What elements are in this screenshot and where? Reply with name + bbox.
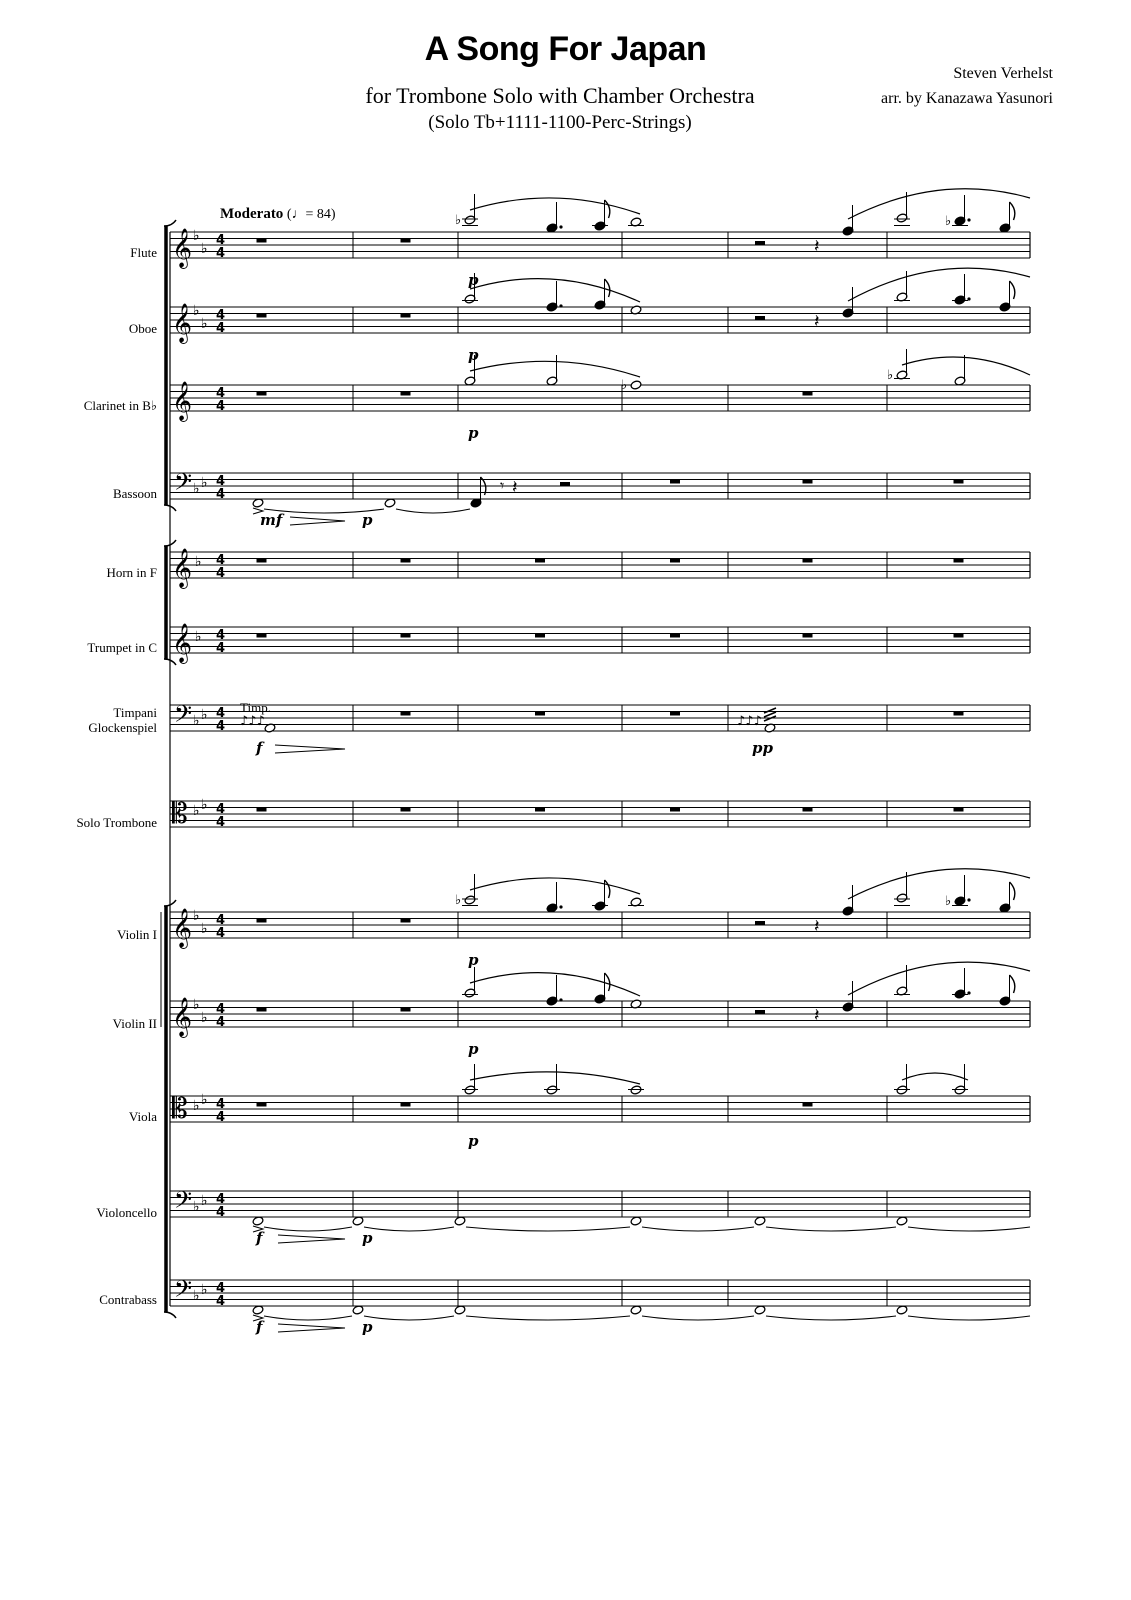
whole-rest-icon — [257, 314, 267, 318]
slur — [902, 357, 1030, 375]
label-glockenspiel: Glockenspiel — [88, 720, 157, 735]
whole-rest-icon — [954, 712, 964, 716]
quarter-note-icon: ♩ — [291, 207, 306, 222]
tie — [264, 1227, 352, 1231]
quarter-rest-icon: 𝄽 — [814, 236, 820, 257]
half-rest-icon — [755, 1010, 765, 1014]
whole-rest-icon — [401, 559, 411, 563]
whole-rest-icon — [401, 392, 411, 396]
staff-9 — [170, 1001, 1030, 1027]
melody-note — [628, 897, 644, 907]
tie — [908, 1227, 1030, 1231]
time-sig-bottom: 4 — [216, 1294, 226, 1309]
accidental-flat: ♭ — [455, 893, 462, 908]
grace-notes-icon: ♪♪♪ — [240, 714, 265, 729]
dynamic-p: p — [362, 511, 373, 529]
slur — [470, 1072, 640, 1084]
staff-4 — [170, 552, 1030, 578]
flat-key-sig: ♭ — [193, 713, 200, 729]
time-sig-bottom: 4 — [216, 399, 226, 414]
bass-clef-icon: 𝄢 — [174, 700, 193, 733]
treble-clef-icon: 𝄞 — [172, 228, 193, 268]
whole-rest-icon — [257, 1103, 267, 1107]
flag — [605, 200, 610, 218]
tie — [396, 509, 470, 513]
whole-rest-icon — [257, 634, 267, 638]
dot — [967, 297, 970, 300]
tie — [642, 1227, 754, 1231]
melody-note — [894, 965, 910, 996]
phrase-slur — [848, 189, 1030, 219]
time-sig-top: 4 — [216, 628, 226, 643]
label-timpani: Timpani — [113, 705, 157, 720]
whole-rest-icon — [803, 634, 813, 638]
melody-note — [546, 202, 558, 233]
whole-rest-icon — [257, 392, 267, 396]
score-subtitle: for Trombone Solo with Chamber Orchestra — [365, 83, 755, 108]
whole-rest-icon — [401, 239, 411, 243]
dynamic-mf: mf — [260, 511, 283, 529]
flat-key-sig: ♭ — [193, 1199, 200, 1215]
treble-clef-icon: 𝄞 — [172, 623, 193, 663]
label-horn: Horn in F — [106, 565, 157, 580]
tie — [364, 1316, 454, 1320]
melody-note — [952, 274, 968, 305]
whole-rest-icon — [670, 480, 680, 484]
melody-note — [546, 281, 558, 312]
flat-key-sig: ♭ — [201, 475, 208, 491]
dot — [559, 225, 562, 228]
dynamic-p: p — [468, 1132, 479, 1150]
treble-clef-icon: 𝄞 — [172, 548, 193, 588]
dot — [559, 905, 562, 908]
slur — [902, 1073, 968, 1080]
dynamic-f: f — [256, 1318, 263, 1336]
flag — [1010, 202, 1015, 220]
treble-clef-icon: 𝄞 — [172, 997, 193, 1037]
label-clarinet: Clarinet in B♭ — [83, 398, 157, 413]
flat-key-sig: ♭ — [193, 1288, 200, 1304]
whole-rest-icon — [954, 559, 964, 563]
flat-key-sig: ♭ — [201, 921, 208, 937]
label-bassoon: Bassoon — [112, 486, 157, 501]
flat-key-sig: ♭ — [201, 1092, 208, 1108]
phrase-slur — [848, 869, 1030, 899]
whole-rest-icon — [803, 808, 813, 812]
time-sig-bottom: 4 — [216, 719, 226, 734]
staff-8 — [170, 912, 1030, 938]
staff-3 — [170, 473, 1030, 499]
time-sig-top: 4 — [216, 386, 226, 401]
time-sig-top: 4 — [216, 1281, 226, 1296]
tremolo-icon — [764, 708, 776, 721]
time-sig-bottom: 4 — [216, 1015, 226, 1030]
time-sig-bottom: 4 — [216, 815, 226, 830]
score-instrumentation: (Solo Tb+1111-1100-Perc-Strings) — [428, 112, 692, 133]
flat-key-sig: ♭ — [201, 707, 208, 723]
phrase-slur — [470, 198, 640, 214]
flat-key-sig: ♭ — [201, 797, 208, 813]
half-rest-icon — [560, 482, 570, 486]
time-sig-bottom: 4 — [216, 487, 226, 502]
melody-note — [842, 981, 854, 1012]
tempo-bpm: = 84 — [305, 207, 331, 222]
tempo-paren-open: ( — [286, 207, 292, 222]
accidental-flat: ♭ — [455, 213, 462, 228]
flat-key-sig: ♭ — [193, 1098, 200, 1114]
tie — [466, 1227, 630, 1231]
time-sig-top: 4 — [216, 308, 226, 323]
whole-rest-icon — [803, 392, 813, 396]
label-flute: Flute — [130, 245, 157, 260]
composer: Steven Verhelst — [953, 65, 1053, 82]
dot — [967, 898, 970, 901]
dynamic-f: f — [256, 1229, 263, 1247]
whole-rest-icon — [535, 808, 545, 812]
dynamic-p: p — [362, 1229, 373, 1247]
whole-rest-icon — [803, 559, 813, 563]
half-rest-icon — [755, 921, 765, 925]
flat-key-sig: ♭ — [201, 316, 208, 332]
decrescendo-hairpin — [278, 1235, 345, 1243]
flat-key-sig: ♭ — [201, 1282, 208, 1298]
melody-note — [628, 217, 644, 227]
flat-key-sig: ♭ — [193, 803, 200, 819]
eighth-rest-icon: 𝄾 — [500, 476, 505, 495]
staff-7 — [170, 801, 1030, 827]
time-sig-bottom: 4 — [216, 641, 226, 656]
staff-0 — [170, 232, 1030, 258]
label-solo-trombone: Solo Trombone — [76, 815, 157, 830]
dot — [967, 991, 970, 994]
whole-rest-icon — [670, 808, 680, 812]
staff-2 — [170, 385, 1030, 411]
notehead — [630, 380, 642, 390]
dynamic-pp: pp — [752, 739, 773, 757]
time-sig-bottom: 4 — [216, 1110, 226, 1125]
melody-note — [842, 287, 854, 318]
staff-6 — [170, 705, 1030, 731]
phrase-slur — [470, 973, 640, 996]
flat-key-sig: ♭ — [193, 481, 200, 497]
time-sig-top: 4 — [216, 474, 226, 489]
note — [628, 1085, 644, 1095]
flat-key-sig: ♭ — [201, 1193, 208, 1209]
whole-rest-icon — [401, 1008, 411, 1012]
whole-rest-icon — [257, 559, 267, 563]
flag — [1010, 281, 1015, 299]
whole-rest-icon — [401, 808, 411, 812]
flat-key-sig: ♭ — [195, 629, 202, 645]
whole-rest-icon — [401, 314, 411, 318]
whole-rest-icon — [257, 919, 267, 923]
slur — [470, 361, 640, 377]
bass-clef-icon: 𝄢 — [174, 1186, 193, 1219]
quarter-rest-icon: 𝄽 — [814, 311, 820, 332]
accidental-flat: ♭ — [945, 214, 952, 229]
time-sig-top: 4 — [216, 553, 226, 568]
half-rest-icon — [755, 316, 765, 320]
label-trumpet: Trumpet in C — [87, 640, 157, 655]
flat-key-sig: ♭ — [193, 228, 200, 244]
time-sig-bottom: 4 — [216, 246, 226, 261]
treble-clef-icon: 𝄞 — [172, 303, 193, 343]
tie — [364, 1227, 454, 1231]
accidental-flat: ♭ — [887, 368, 894, 383]
staff-5 — [170, 627, 1030, 653]
treble-clef-icon: 𝄞 — [172, 381, 193, 421]
staff-11 — [170, 1191, 1030, 1217]
decrescendo-hairpin — [290, 517, 345, 525]
phrase-slur — [848, 962, 1030, 995]
dot — [559, 998, 562, 1001]
time-sig-bottom: 4 — [216, 1205, 226, 1220]
label-contrabass: Contrabass — [99, 1292, 157, 1307]
dynamic-p: p — [468, 346, 479, 364]
bass-clef-icon: 𝄢 — [174, 468, 193, 501]
melody-note — [952, 195, 968, 226]
half-rest-icon — [755, 241, 765, 245]
flag — [605, 279, 610, 297]
time-sig-top: 4 — [216, 1097, 226, 1112]
label-violin-1: Violin I — [116, 927, 157, 942]
phrase-slur — [848, 268, 1030, 301]
whole-rest-icon — [670, 559, 680, 563]
dot — [967, 218, 970, 221]
score-title: A Song For Japan — [424, 30, 707, 68]
melody-note — [842, 205, 854, 236]
whole-rest-icon — [670, 712, 680, 716]
dot — [559, 304, 562, 307]
whole-rest-icon — [401, 712, 411, 716]
whole-rest-icon — [257, 239, 267, 243]
tie — [264, 1316, 352, 1320]
label-violin-2: Violin II — [112, 1016, 157, 1031]
decrescendo-hairpin — [275, 745, 345, 753]
melody-note — [952, 968, 968, 999]
whole-rest-icon — [257, 1008, 267, 1012]
label-violoncello: Violoncello — [96, 1205, 157, 1220]
timpani-text-marking: Timp. — [240, 700, 271, 715]
whole-rest-icon — [954, 634, 964, 638]
quarter-rest-icon: 𝄽 — [512, 477, 518, 498]
melody-note — [546, 882, 558, 913]
dynamic-p: p — [468, 951, 479, 969]
alto-clef-icon: 𝄡 — [172, 1092, 188, 1125]
whole-rest-icon — [535, 559, 545, 563]
flat-key-sig: ♭ — [201, 241, 208, 257]
whole-rest-icon — [401, 1103, 411, 1107]
time-sig-top: 4 — [216, 233, 226, 248]
flag — [1010, 882, 1015, 900]
flat-key-sig: ♭ — [193, 908, 200, 924]
accidental-flat: ♭ — [945, 894, 952, 909]
time-sig-bottom: 4 — [216, 321, 226, 336]
alto-clef-icon: 𝄡 — [172, 797, 188, 830]
dynamic-p: p — [468, 271, 479, 289]
decrescendo-hairpin — [278, 1324, 345, 1332]
flat-key-sig: ♭ — [201, 1010, 208, 1026]
treble-clef-icon: 𝄞 — [172, 908, 193, 948]
flag — [605, 973, 610, 991]
time-sig-bottom: 4 — [216, 566, 226, 581]
melody-note — [842, 885, 854, 916]
note — [544, 1064, 560, 1095]
accidental-flat: ♭ — [621, 378, 628, 393]
whole-rest-icon — [401, 634, 411, 638]
staff-10 — [170, 1096, 1030, 1122]
time-sig-top: 4 — [216, 706, 226, 721]
whole-rest-icon — [954, 808, 964, 812]
melody-note — [999, 882, 1015, 913]
note — [630, 380, 642, 390]
time-sig-top: 4 — [216, 913, 226, 928]
time-sig-bottom: 4 — [216, 926, 226, 941]
note — [546, 355, 558, 386]
label-viola: Viola — [128, 1109, 157, 1124]
quarter-rest-icon: 𝄽 — [814, 916, 820, 937]
time-sig-top: 4 — [216, 1192, 226, 1207]
whole-rest-icon — [257, 808, 267, 812]
whole-rest-icon — [401, 919, 411, 923]
tie — [766, 1316, 896, 1320]
flag — [1010, 975, 1015, 993]
time-sig-top: 4 — [216, 802, 226, 817]
quarter-rest-icon: 𝄽 — [814, 1005, 820, 1026]
phrase-slur — [470, 878, 640, 894]
melody-note — [594, 279, 610, 310]
melody-note — [546, 975, 558, 1006]
tie — [466, 1316, 630, 1320]
staff-1 — [170, 307, 1030, 333]
arranger: arr. by Kanazawa Yasunori — [881, 90, 1053, 107]
whole-rest-icon — [670, 634, 680, 638]
tie — [766, 1227, 896, 1231]
melody-note — [594, 973, 610, 1004]
whole-rest-icon — [535, 634, 545, 638]
dynamic-p: p — [468, 424, 479, 442]
whole-rest-icon — [803, 480, 813, 484]
flag — [605, 880, 610, 898]
dynamic-p: p — [468, 1040, 479, 1058]
dynamic-f: f — [256, 739, 263, 757]
tie — [908, 1316, 1030, 1320]
staff-12 — [170, 1280, 1030, 1306]
melody-note — [952, 875, 968, 906]
melody-note — [894, 271, 910, 302]
flat-key-sig: ♭ — [193, 303, 200, 319]
grace-notes-icon: ♪♪♪ — [737, 714, 762, 729]
flat-key-sig: ♭ — [193, 997, 200, 1013]
melody-note — [999, 202, 1015, 233]
time-sig-top: 4 — [216, 1002, 226, 1017]
phrase-slur — [470, 279, 640, 302]
flat-key-sig: ♭ — [195, 554, 202, 570]
whole-rest-icon — [535, 712, 545, 716]
tempo-paren-close: ) — [330, 207, 336, 222]
label-oboe: Oboe — [128, 321, 157, 336]
whole-rest-icon — [954, 480, 964, 484]
dynamic-p: p — [362, 1318, 373, 1336]
note — [954, 355, 966, 386]
tie — [642, 1316, 754, 1320]
whole-rest-icon — [803, 1103, 813, 1107]
bass-clef-icon: 𝄢 — [174, 1275, 193, 1308]
tempo-text: Moderato — [220, 206, 284, 222]
